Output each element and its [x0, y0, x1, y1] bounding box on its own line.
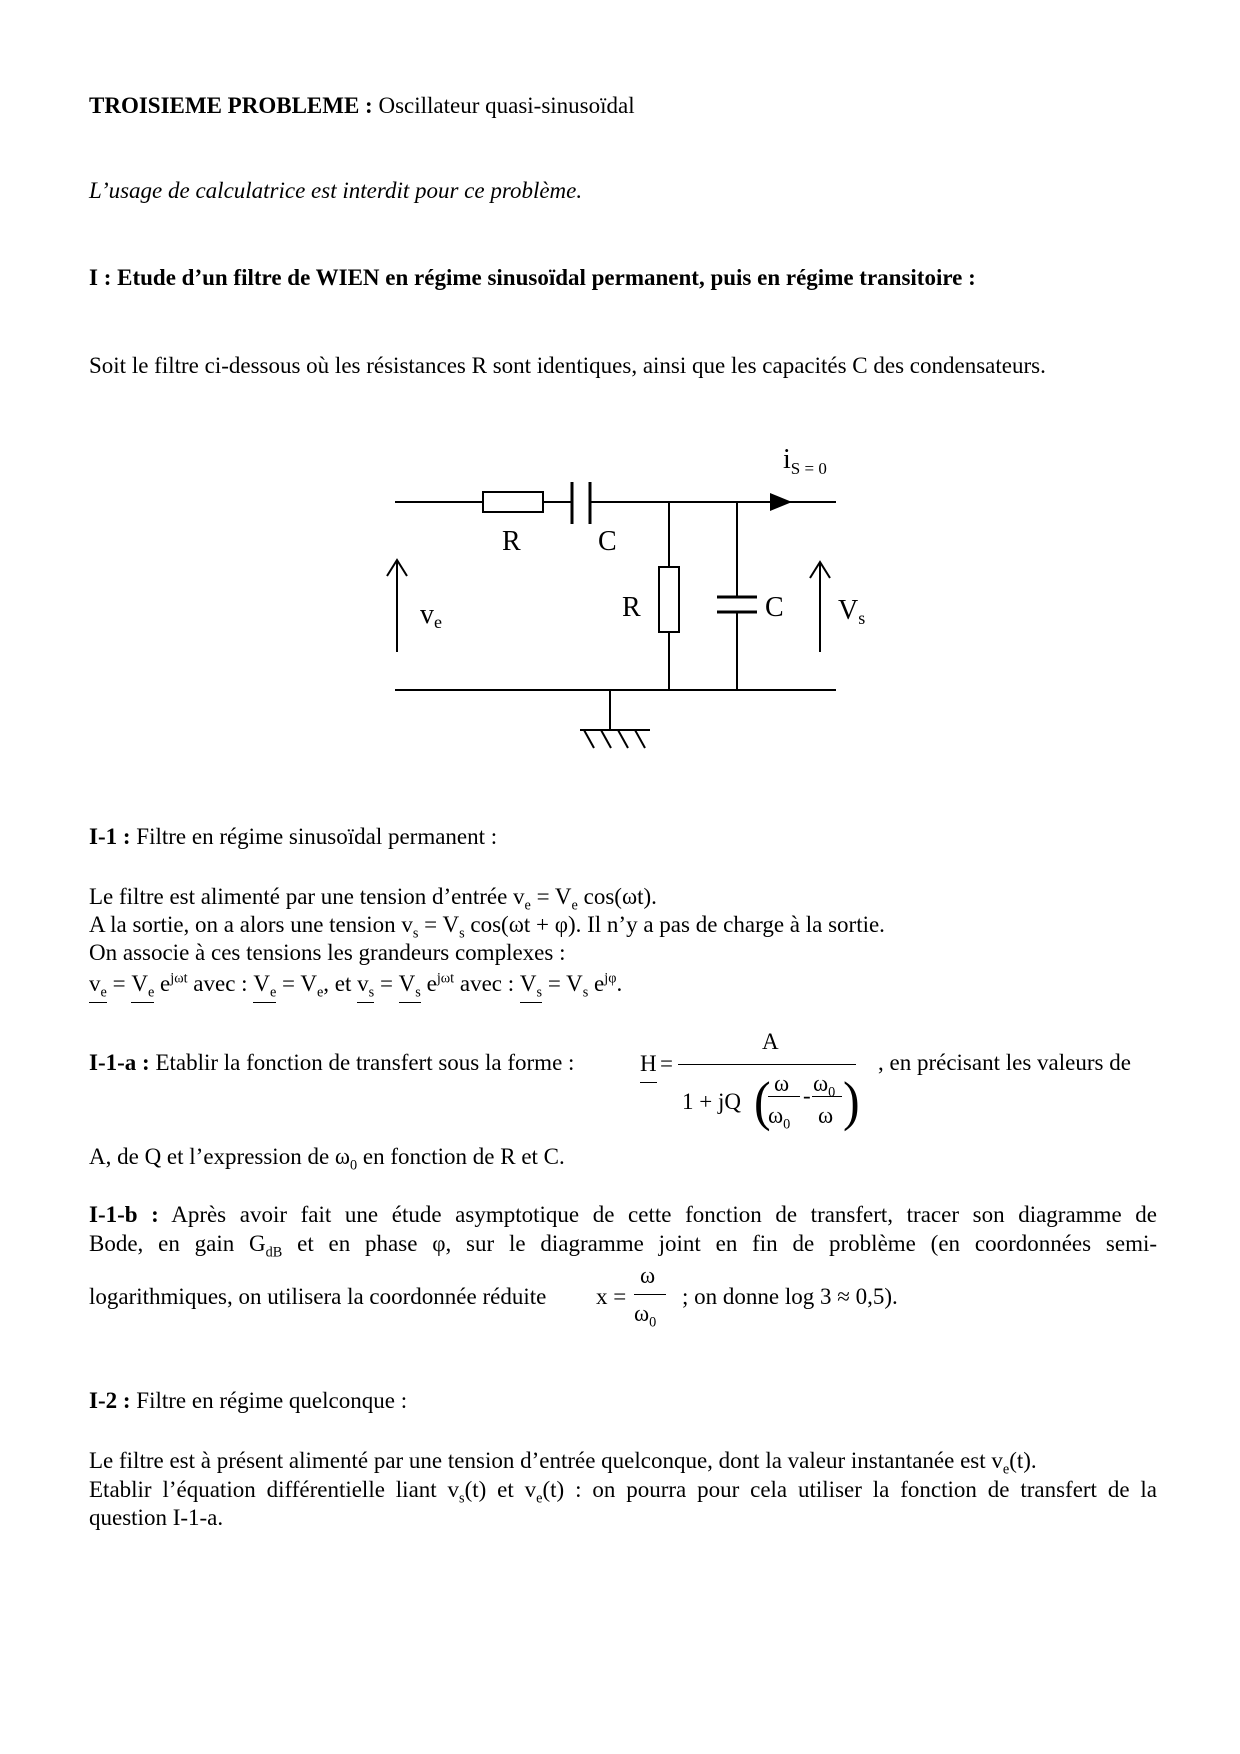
q2-label: I-2 :: [89, 1388, 131, 1413]
series-resistor: [483, 492, 543, 512]
problem-title-text: Oscillateur quasi-sinusoïdal: [378, 93, 635, 118]
q1-line3: On associe à ces tensions les grandeurs complexes :: [89, 940, 566, 965]
series-c-label: C: [598, 526, 617, 557]
current-arrow: [770, 493, 792, 511]
q2-heading: [89, 1387, 407, 1415]
series-r-label: R: [502, 526, 521, 557]
transfer-function-formula: H = A 1 + jQ ( ) ω $\omega_0$ - $\omega_0$ ω: [640, 1029, 860, 1133]
q1b-line1: I-1-b : Après avoir fait une étude asymptotique de cette fonction de transfert, tracer son diagramme de: [89, 1202, 1157, 1227]
complex-quantities-formula: $v_e = V_e$ $e^{j\omega t}$ avec : $V_e = V_e$, et $v_s = V_s$ $e^{j\omega t}$ avec : $V_s = V_s$ $e^{j\varphi}$.: [89, 970, 623, 1001]
ve-label: ve: [420, 599, 442, 632]
problem-title: [89, 92, 635, 120]
intro-paragraph: Soit le filtre ci-dessous où les résistances R sont identiques, ainsi que les capacités C des condensateurs.: [89, 353, 1046, 378]
is-label: $i_{S = 0}$: [783, 444, 827, 478]
problem-title-label: TROISIEME PROBLEME :: [89, 93, 373, 118]
parallel-r-label: R: [622, 592, 641, 623]
q1a-text: I-1-a : Etablir la fonction de transfert sous la forme :: [89, 1050, 575, 1075]
q1-line2: A la sortie, on a alors une tension $v_s = V_s$ cos(ωt + φ). Il n’y a pas de charge à la sortie.: [89, 912, 885, 942]
section-heading: I : Etude d’un filtre de WIEN en régime sinusoïdal permanent, puis en régime transitoire :: [89, 265, 976, 290]
q1a-after: , en précisant les valeurs de: [878, 1050, 1131, 1075]
calculator-notice: L’usage de calculatrice est interdit pour ce problème.: [89, 178, 583, 203]
reduced-coordinate-formula: x = ω $\omega_0$: [596, 1262, 676, 1332]
q1b-line3-end: ; on donne log 3 ≈ 0,5).: [682, 1284, 898, 1309]
parallel-c-label: C: [765, 592, 784, 623]
q2-line3: question I-1-a.: [89, 1505, 224, 1530]
q1-label: I-1 :: [89, 824, 131, 849]
parallel-resistor: [659, 567, 679, 632]
q1b-line2: Bode, en gain $G_{dB}$ et en phase φ, sur le diagramme joint en fin de problème (en coordonnées semi-: [89, 1231, 1158, 1261]
q1-heading: [89, 823, 497, 851]
q1a-label: I-1-a :: [89, 1050, 150, 1075]
q1b-line3: logarithmiques, on utilisera la coordonnée réduite: [89, 1284, 547, 1309]
wien-filter-circuit: [0, 430, 1240, 760]
q2-title: Filtre en régime quelconque :: [136, 1388, 408, 1413]
q2-line2: Etablir l’équation différentielle liant $v_s(t)$ et $v_e(t)$ : on pourra pour cela utiliser la fonction de transfert de la: [89, 1477, 1157, 1507]
q1b-label: I-1-b :: [89, 1202, 159, 1227]
q2-line1: Le filtre est à présent alimenté par une tension d’entrée quelconque, dont la valeur instantanée est $v_e(t)$.: [89, 1448, 1037, 1478]
q1-line1: Le filtre est alimenté par une tension d’entrée $v_e = V_e$ cos(ωt).: [89, 884, 657, 914]
q1-title: Filtre en régime sinusoïdal permanent :: [136, 824, 498, 849]
vs-label: Vs: [838, 595, 866, 628]
q1a-line2: A, de Q et l’expression de $\omega_0$ en fonction de R et C.: [89, 1144, 565, 1174]
